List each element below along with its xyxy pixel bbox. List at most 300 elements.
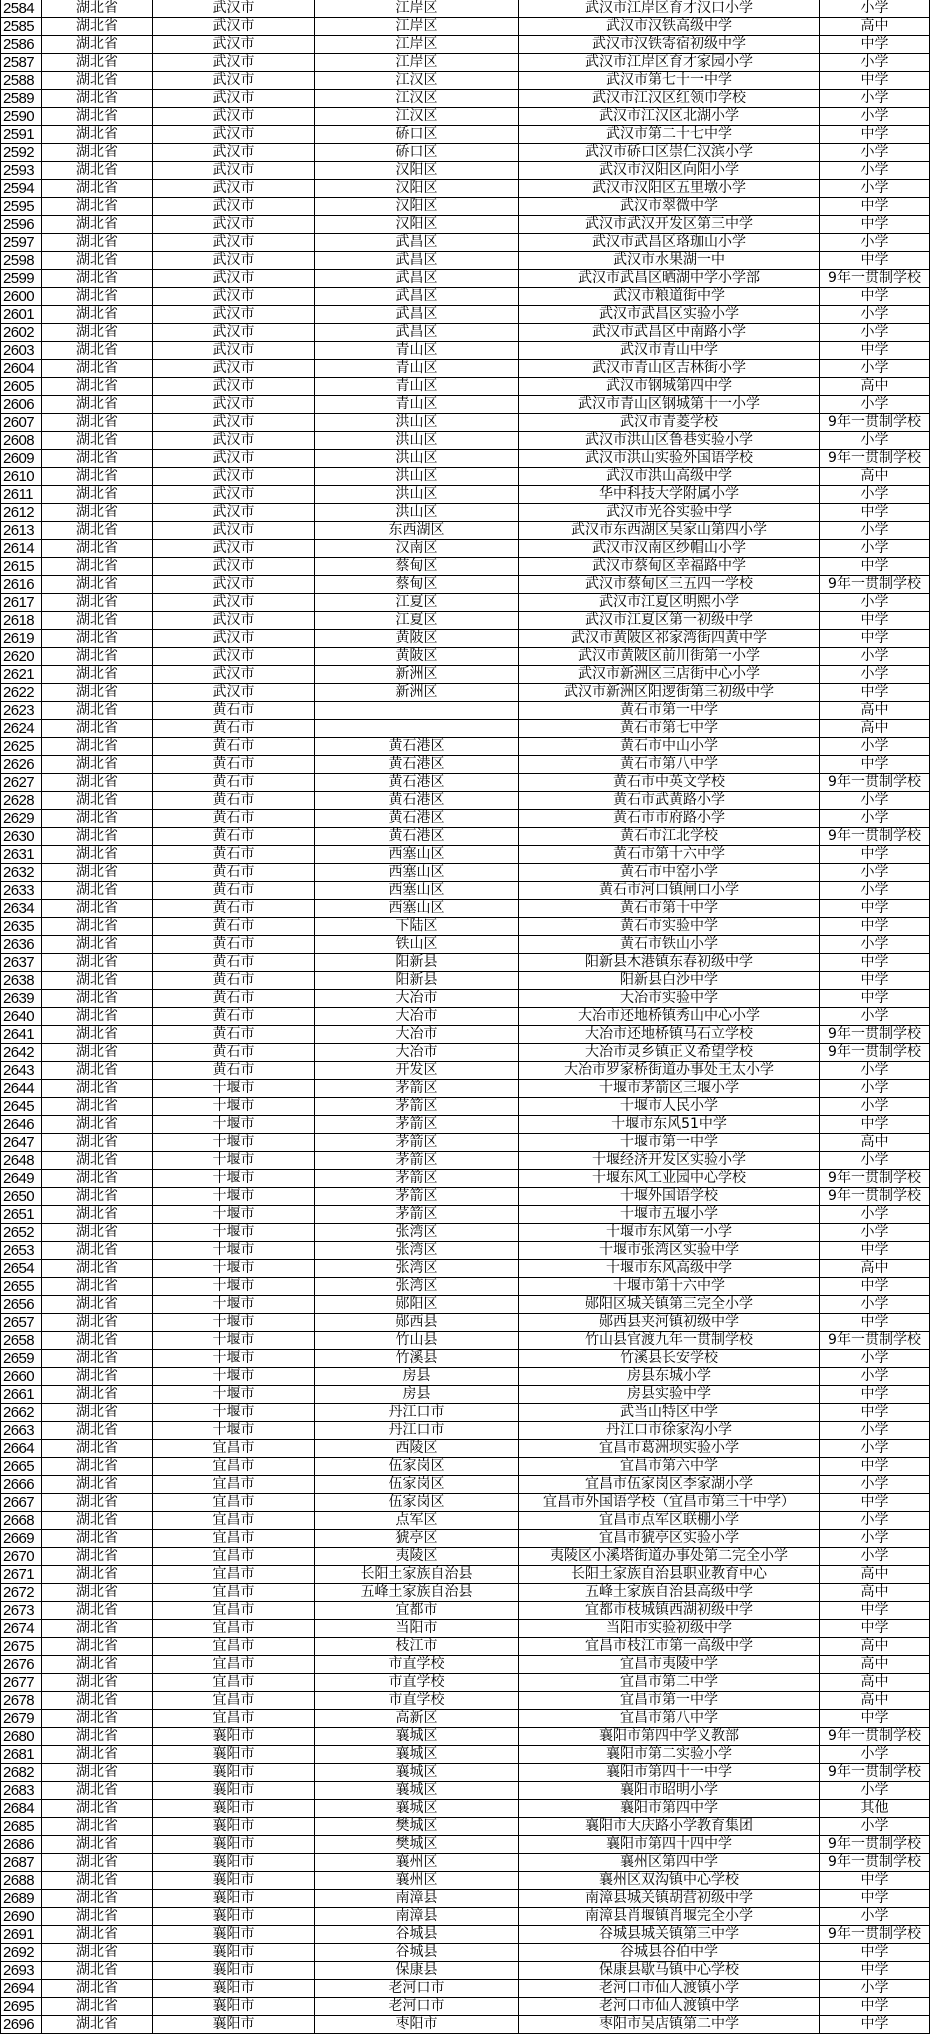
school-level-cell: 中学 (820, 990, 930, 1008)
school-name-cell: 十堰外国语学校 (519, 1188, 820, 1206)
province-cell: 湖北省 (42, 1728, 153, 1746)
row-number-cell: 2651 (1, 1206, 42, 1224)
school-name-cell: 谷城县城关镇第三中学 (519, 1926, 820, 1944)
city-cell: 十堰市 (153, 1314, 315, 1332)
district-cell: 大冶市 (315, 1026, 519, 1044)
city-cell: 黄石市 (153, 756, 315, 774)
city-cell: 襄阳市 (153, 1944, 315, 1962)
table-row (1, 1602, 930, 1620)
school-level-cell: 小学 (820, 1296, 930, 1314)
district-cell: 宜都市 (315, 1602, 519, 1620)
row-number-cell: 2614 (1, 540, 42, 558)
school-name-cell: 武汉市光谷实验中学 (519, 504, 820, 522)
school-name-cell: 大冶市实验中学 (519, 990, 820, 1008)
row-number-cell: 2679 (1, 1710, 42, 1728)
row-number-cell: 2640 (1, 1008, 42, 1026)
school-name-cell: 黄石市第八中学 (519, 756, 820, 774)
city-cell: 黄石市 (153, 810, 315, 828)
city-cell: 武汉市 (153, 234, 315, 252)
table-row (1, 1944, 930, 1962)
school-name-cell: 武汉市洪山高级中学 (519, 468, 820, 486)
city-cell: 宜昌市 (153, 1638, 315, 1656)
province-cell: 湖北省 (42, 1404, 153, 1422)
school-level-cell: 其他 (820, 1800, 930, 1818)
table-row (1, 1566, 930, 1584)
district-cell: 襄城区 (315, 1746, 519, 1764)
row-number-cell: 2689 (1, 1890, 42, 1908)
row-number-cell: 2628 (1, 792, 42, 810)
province-cell: 湖北省 (42, 162, 153, 180)
row-number-cell: 2666 (1, 1476, 42, 1494)
school-name-cell: 十堰市茅箭区三堰小学 (519, 1080, 820, 1098)
row-number-cell: 2584 (1, 0, 42, 18)
row-number-cell: 2616 (1, 576, 42, 594)
row-number-cell: 2676 (1, 1656, 42, 1674)
table-row (1, 1224, 930, 1242)
table-row (1, 954, 930, 972)
district-cell: 五峰土家族自治县 (315, 1584, 519, 1602)
province-cell: 湖北省 (42, 594, 153, 612)
district-cell: 房县 (315, 1368, 519, 1386)
row-number-cell: 2681 (1, 1746, 42, 1764)
province-cell: 湖北省 (42, 810, 153, 828)
table-row (1, 594, 930, 612)
district-cell: 茅箭区 (315, 1188, 519, 1206)
province-cell: 湖北省 (42, 1224, 153, 1242)
city-cell: 武汉市 (153, 576, 315, 594)
school-level-cell: 小学 (820, 1782, 930, 1800)
province-cell: 湖北省 (42, 954, 153, 972)
school-name-cell: 大冶市罗家桥街道办事处王太小学 (519, 1062, 820, 1080)
district-cell: 茅箭区 (315, 1080, 519, 1098)
province-cell: 湖北省 (42, 1530, 153, 1548)
school-level-cell: 中学 (820, 288, 930, 306)
row-number-cell: 2664 (1, 1440, 42, 1458)
school-name-cell: 黄石市铁山小学 (519, 936, 820, 954)
province-cell: 湖北省 (42, 1080, 153, 1098)
district-cell: 茅箭区 (315, 1206, 519, 1224)
province-cell: 湖北省 (42, 990, 153, 1008)
province-cell: 湖北省 (42, 1854, 153, 1872)
school-level-cell: 小学 (820, 1098, 930, 1116)
city-cell: 襄阳市 (153, 1800, 315, 1818)
city-cell: 宜昌市 (153, 1620, 315, 1638)
table-row (1, 216, 930, 234)
table-row (1, 1800, 930, 1818)
district-cell: 谷城县 (315, 1926, 519, 1944)
school-level-cell: 小学 (820, 324, 930, 342)
city-cell: 襄阳市 (153, 1998, 315, 2016)
city-cell: 武汉市 (153, 432, 315, 450)
school-name-cell: 武汉市武汉开发区第三中学 (519, 216, 820, 234)
city-cell: 黄石市 (153, 1026, 315, 1044)
city-cell: 黄石市 (153, 846, 315, 864)
table-row (1, 1296, 930, 1314)
table-row (1, 1404, 930, 1422)
city-cell: 黄石市 (153, 1062, 315, 1080)
row-number-cell: 2638 (1, 972, 42, 990)
school-name-cell: 武汉市第七十一中学 (519, 72, 820, 90)
district-cell: 张湾区 (315, 1278, 519, 1296)
row-number-cell: 2675 (1, 1638, 42, 1656)
district-cell: 茅箭区 (315, 1152, 519, 1170)
province-cell: 湖北省 (42, 1674, 153, 1692)
school-name-cell: 十堰市东风51中学 (519, 1116, 820, 1134)
row-number-cell: 2672 (1, 1584, 42, 1602)
school-level-cell: 9年一贯制学校 (820, 1044, 930, 1062)
city-cell: 武汉市 (153, 486, 315, 504)
province-cell: 湖北省 (42, 360, 153, 378)
school-level-cell: 小学 (820, 810, 930, 828)
school-level-cell: 高中 (820, 1260, 930, 1278)
district-cell: 黄石港区 (315, 792, 519, 810)
city-cell: 黄石市 (153, 1044, 315, 1062)
province-cell: 湖北省 (42, 198, 153, 216)
row-number-cell: 2635 (1, 918, 42, 936)
district-cell: 襄州区 (315, 1854, 519, 1872)
city-cell: 武汉市 (153, 468, 315, 486)
city-cell: 武汉市 (153, 54, 315, 72)
province-cell: 湖北省 (42, 1350, 153, 1368)
school-level-cell: 9年一贯制学校 (820, 576, 930, 594)
district-cell: 西塞山区 (315, 882, 519, 900)
school-name-cell: 武汉市江夏区明熙小学 (519, 594, 820, 612)
city-cell: 十堰市 (153, 1152, 315, 1170)
school-name-cell: 襄阳市昭明小学 (519, 1782, 820, 1800)
city-cell: 武汉市 (153, 0, 315, 18)
city-cell: 武汉市 (153, 198, 315, 216)
province-cell: 湖北省 (42, 216, 153, 234)
school-name-cell: 十堰东风工业园中心学校 (519, 1170, 820, 1188)
province-cell: 湖北省 (42, 468, 153, 486)
school-name-cell: 武汉市第二十七中学 (519, 126, 820, 144)
school-name-cell: 十堰市第十六中学 (519, 1278, 820, 1296)
district-cell: 西塞山区 (315, 900, 519, 918)
district-cell (315, 702, 519, 720)
province-cell: 湖北省 (42, 270, 153, 288)
province-cell: 湖北省 (42, 1710, 153, 1728)
city-cell: 宜昌市 (153, 1512, 315, 1530)
row-number-cell: 2595 (1, 198, 42, 216)
school-name-cell: 武汉市新洲区三店街中心小学 (519, 666, 820, 684)
row-number-cell: 2696 (1, 2016, 42, 2034)
table-row (1, 810, 930, 828)
city-cell: 武汉市 (153, 414, 315, 432)
district-cell: 黄石港区 (315, 810, 519, 828)
row-number-cell: 2619 (1, 630, 42, 648)
school-name-cell: 黄石市市府路小学 (519, 810, 820, 828)
school-level-cell: 高中 (820, 18, 930, 36)
table-row (1, 792, 930, 810)
table-row (1, 1080, 930, 1098)
table-row (1, 684, 930, 702)
city-cell: 十堰市 (153, 1386, 315, 1404)
province-cell: 湖北省 (42, 1386, 153, 1404)
school-name-cell: 南漳县肖堰镇肖堰完全小学 (519, 1908, 820, 1926)
district-cell: 伍家岗区 (315, 1494, 519, 1512)
city-cell: 武汉市 (153, 306, 315, 324)
row-number-cell: 2662 (1, 1404, 42, 1422)
table-row (1, 1890, 930, 1908)
row-number-cell: 2655 (1, 1278, 42, 1296)
district-cell: 汉阳区 (315, 198, 519, 216)
table-row (1, 288, 930, 306)
school-name-cell: 宜昌市第八中学 (519, 1710, 820, 1728)
school-name-cell: 黄石市中英文学校 (519, 774, 820, 792)
school-level-cell: 9年一贯制学校 (820, 270, 930, 288)
row-number-cell: 2686 (1, 1836, 42, 1854)
row-number-cell: 2658 (1, 1332, 42, 1350)
city-cell: 武汉市 (153, 396, 315, 414)
table-row (1, 540, 930, 558)
province-cell: 湖北省 (42, 1440, 153, 1458)
province-cell: 湖北省 (42, 1512, 153, 1530)
row-number-cell: 2671 (1, 1566, 42, 1584)
city-cell: 武汉市 (153, 450, 315, 468)
school-name-cell: 黄石市江北学校 (519, 828, 820, 846)
row-number-cell: 2660 (1, 1368, 42, 1386)
province-cell: 湖北省 (42, 1926, 153, 1944)
district-cell: 郧阳区 (315, 1296, 519, 1314)
row-number-cell: 2687 (1, 1854, 42, 1872)
row-number-cell: 2644 (1, 1080, 42, 1098)
district-cell: 黄石港区 (315, 756, 519, 774)
district-cell: 襄城区 (315, 1800, 519, 1818)
table-row (1, 1548, 930, 1566)
school-name-cell: 武汉市武昌区珞珈山小学 (519, 234, 820, 252)
city-cell: 黄石市 (153, 702, 315, 720)
province-cell: 湖北省 (42, 1098, 153, 1116)
row-number-cell: 2645 (1, 1098, 42, 1116)
school-level-cell: 高中 (820, 702, 930, 720)
table-row (1, 936, 930, 954)
school-level-cell: 高中 (820, 378, 930, 396)
row-number-cell: 2604 (1, 360, 42, 378)
row-number-cell: 2665 (1, 1458, 42, 1476)
school-level-cell: 中学 (820, 1998, 930, 2016)
school-name-cell: 武汉市粮道街中学 (519, 288, 820, 306)
school-name-cell: 宜昌市枝江市第一高级中学 (519, 1638, 820, 1656)
district-cell: 张湾区 (315, 1224, 519, 1242)
row-number-cell: 2627 (1, 774, 42, 792)
school-name-cell: 十堰市人民小学 (519, 1098, 820, 1116)
row-number-cell: 2598 (1, 252, 42, 270)
school-level-cell: 9年一贯制学校 (820, 1728, 930, 1746)
city-cell: 武汉市 (153, 342, 315, 360)
row-number-cell: 2603 (1, 342, 42, 360)
table-row (1, 36, 930, 54)
table-row (1, 1368, 930, 1386)
school-name-cell: 黄石市第一中学 (519, 702, 820, 720)
district-cell: 江岸区 (315, 0, 519, 18)
table-row (1, 108, 930, 126)
district-cell: 西塞山区 (315, 864, 519, 882)
district-cell: 伍家岗区 (315, 1476, 519, 1494)
school-level-cell: 中学 (820, 216, 930, 234)
table-row (1, 1188, 930, 1206)
table-row (1, 1926, 930, 1944)
district-cell: 西陵区 (315, 1440, 519, 1458)
city-cell: 襄阳市 (153, 1746, 315, 1764)
district-cell: 汉阳区 (315, 216, 519, 234)
school-level-cell: 小学 (820, 1152, 930, 1170)
school-level-cell: 高中 (820, 468, 930, 486)
table-row (1, 918, 930, 936)
row-number-cell: 2620 (1, 648, 42, 666)
school-level-cell: 中学 (820, 1872, 930, 1890)
city-cell: 武汉市 (153, 540, 315, 558)
city-cell: 武汉市 (153, 126, 315, 144)
table-row (1, 972, 930, 990)
city-cell: 黄石市 (153, 918, 315, 936)
row-number-cell: 2657 (1, 1314, 42, 1332)
district-cell: 猇亭区 (315, 1530, 519, 1548)
province-cell: 湖北省 (42, 126, 153, 144)
school-name-cell: 武汉市新洲区阳逻街第三初级中学 (519, 684, 820, 702)
school-name-cell: 武汉市武昌区中南路小学 (519, 324, 820, 342)
district-cell: 江岸区 (315, 18, 519, 36)
table-row (1, 1638, 930, 1656)
school-name-cell: 武汉市硚口区崇仁汉滨小学 (519, 144, 820, 162)
district-cell: 黄石港区 (315, 738, 519, 756)
table-row (1, 1026, 930, 1044)
city-cell: 武汉市 (153, 144, 315, 162)
school-name-cell: 宜昌市第一中学 (519, 1692, 820, 1710)
city-cell: 襄阳市 (153, 1728, 315, 1746)
table-row (1, 360, 930, 378)
row-number-cell: 2694 (1, 1980, 42, 1998)
city-cell: 十堰市 (153, 1260, 315, 1278)
district-cell: 张湾区 (315, 1260, 519, 1278)
province-cell: 湖北省 (42, 1242, 153, 1260)
district-cell: 保康县 (315, 1962, 519, 1980)
school-name-cell: 武汉市江汉区北湖小学 (519, 108, 820, 126)
school-name-cell: 武汉市江夏区第一初级中学 (519, 612, 820, 630)
city-cell: 武汉市 (153, 18, 315, 36)
table-row (1, 1746, 930, 1764)
city-cell: 襄阳市 (153, 1908, 315, 1926)
row-number-cell: 2683 (1, 1782, 42, 1800)
school-name-cell: 十堰经济开发区实验小学 (519, 1152, 820, 1170)
district-cell: 樊城区 (315, 1836, 519, 1854)
school-level-cell: 小学 (820, 90, 930, 108)
row-number-cell: 2636 (1, 936, 42, 954)
table-row (1, 18, 930, 36)
school-level-cell: 9年一贯制学校 (820, 1026, 930, 1044)
province-cell: 湖北省 (42, 1044, 153, 1062)
district-cell: 青山区 (315, 360, 519, 378)
school-level-cell: 中学 (820, 198, 930, 216)
school-name-cell: 武汉市青山区钢城第十一小学 (519, 396, 820, 414)
city-cell: 十堰市 (153, 1170, 315, 1188)
row-number-cell: 2590 (1, 108, 42, 126)
province-cell: 湖北省 (42, 702, 153, 720)
province-cell: 湖北省 (42, 738, 153, 756)
province-cell: 湖北省 (42, 450, 153, 468)
table-row (1, 1170, 930, 1188)
row-number-cell: 2661 (1, 1386, 42, 1404)
district-cell: 点军区 (315, 1512, 519, 1530)
row-number-cell: 2608 (1, 432, 42, 450)
school-level-cell: 中学 (820, 342, 930, 360)
row-number-cell: 2639 (1, 990, 42, 1008)
school-level-cell: 中学 (820, 1242, 930, 1260)
school-name-cell: 阳新县白沙中学 (519, 972, 820, 990)
city-cell: 黄石市 (153, 738, 315, 756)
district-cell: 武昌区 (315, 252, 519, 270)
school-level-cell: 中学 (820, 504, 930, 522)
row-number-cell: 2656 (1, 1296, 42, 1314)
city-cell: 十堰市 (153, 1242, 315, 1260)
province-cell: 湖北省 (42, 1656, 153, 1674)
row-number-cell: 2692 (1, 1944, 42, 1962)
city-cell: 黄石市 (153, 792, 315, 810)
row-number-cell: 2611 (1, 486, 42, 504)
city-cell: 武汉市 (153, 180, 315, 198)
province-cell: 湖北省 (42, 234, 153, 252)
province-cell: 湖北省 (42, 2016, 153, 2034)
school-level-cell: 高中 (820, 1656, 930, 1674)
school-level-cell: 小学 (820, 936, 930, 954)
city-cell: 十堰市 (153, 1134, 315, 1152)
row-number-cell: 2630 (1, 828, 42, 846)
school-level-cell: 小学 (820, 1818, 930, 1836)
province-cell: 湖北省 (42, 1476, 153, 1494)
city-cell: 武汉市 (153, 36, 315, 54)
table-row (1, 468, 930, 486)
school-level-cell: 小学 (820, 234, 930, 252)
row-number-cell: 2609 (1, 450, 42, 468)
school-level-cell: 中学 (820, 972, 930, 990)
school-level-cell: 中学 (820, 1710, 930, 1728)
district-cell: 武昌区 (315, 306, 519, 324)
city-cell: 武汉市 (153, 324, 315, 342)
row-number-cell: 2617 (1, 594, 42, 612)
district-cell: 硚口区 (315, 144, 519, 162)
district-cell: 伍家岗区 (315, 1458, 519, 1476)
school-level-cell: 中学 (820, 918, 930, 936)
school-level-cell: 中学 (820, 954, 930, 972)
province-cell: 湖北省 (42, 54, 153, 72)
row-number-cell: 2606 (1, 396, 42, 414)
table-row (1, 1494, 930, 1512)
province-cell: 湖北省 (42, 918, 153, 936)
table-row (1, 1818, 930, 1836)
school-name-cell: 十堰市东风第一小学 (519, 1224, 820, 1242)
row-number-cell: 2691 (1, 1926, 42, 1944)
district-cell: 襄城区 (315, 1782, 519, 1800)
table-row (1, 198, 930, 216)
district-cell: 樊城区 (315, 1818, 519, 1836)
city-cell: 黄石市 (153, 882, 315, 900)
table-row (1, 162, 930, 180)
province-cell: 湖北省 (42, 774, 153, 792)
row-number-cell: 2593 (1, 162, 42, 180)
row-number-cell: 2634 (1, 900, 42, 918)
city-cell: 武汉市 (153, 216, 315, 234)
city-cell: 十堰市 (153, 1368, 315, 1386)
province-cell: 湖北省 (42, 936, 153, 954)
row-number-cell: 2673 (1, 1602, 42, 1620)
district-cell: 丹江口市 (315, 1404, 519, 1422)
province-cell: 湖北省 (42, 1368, 153, 1386)
city-cell: 襄阳市 (153, 1926, 315, 1944)
school-name-cell: 武汉市水果湖一中 (519, 252, 820, 270)
row-number-cell: 2587 (1, 54, 42, 72)
row-number-cell: 2632 (1, 864, 42, 882)
city-cell: 襄阳市 (153, 1872, 315, 1890)
city-cell: 十堰市 (153, 1332, 315, 1350)
